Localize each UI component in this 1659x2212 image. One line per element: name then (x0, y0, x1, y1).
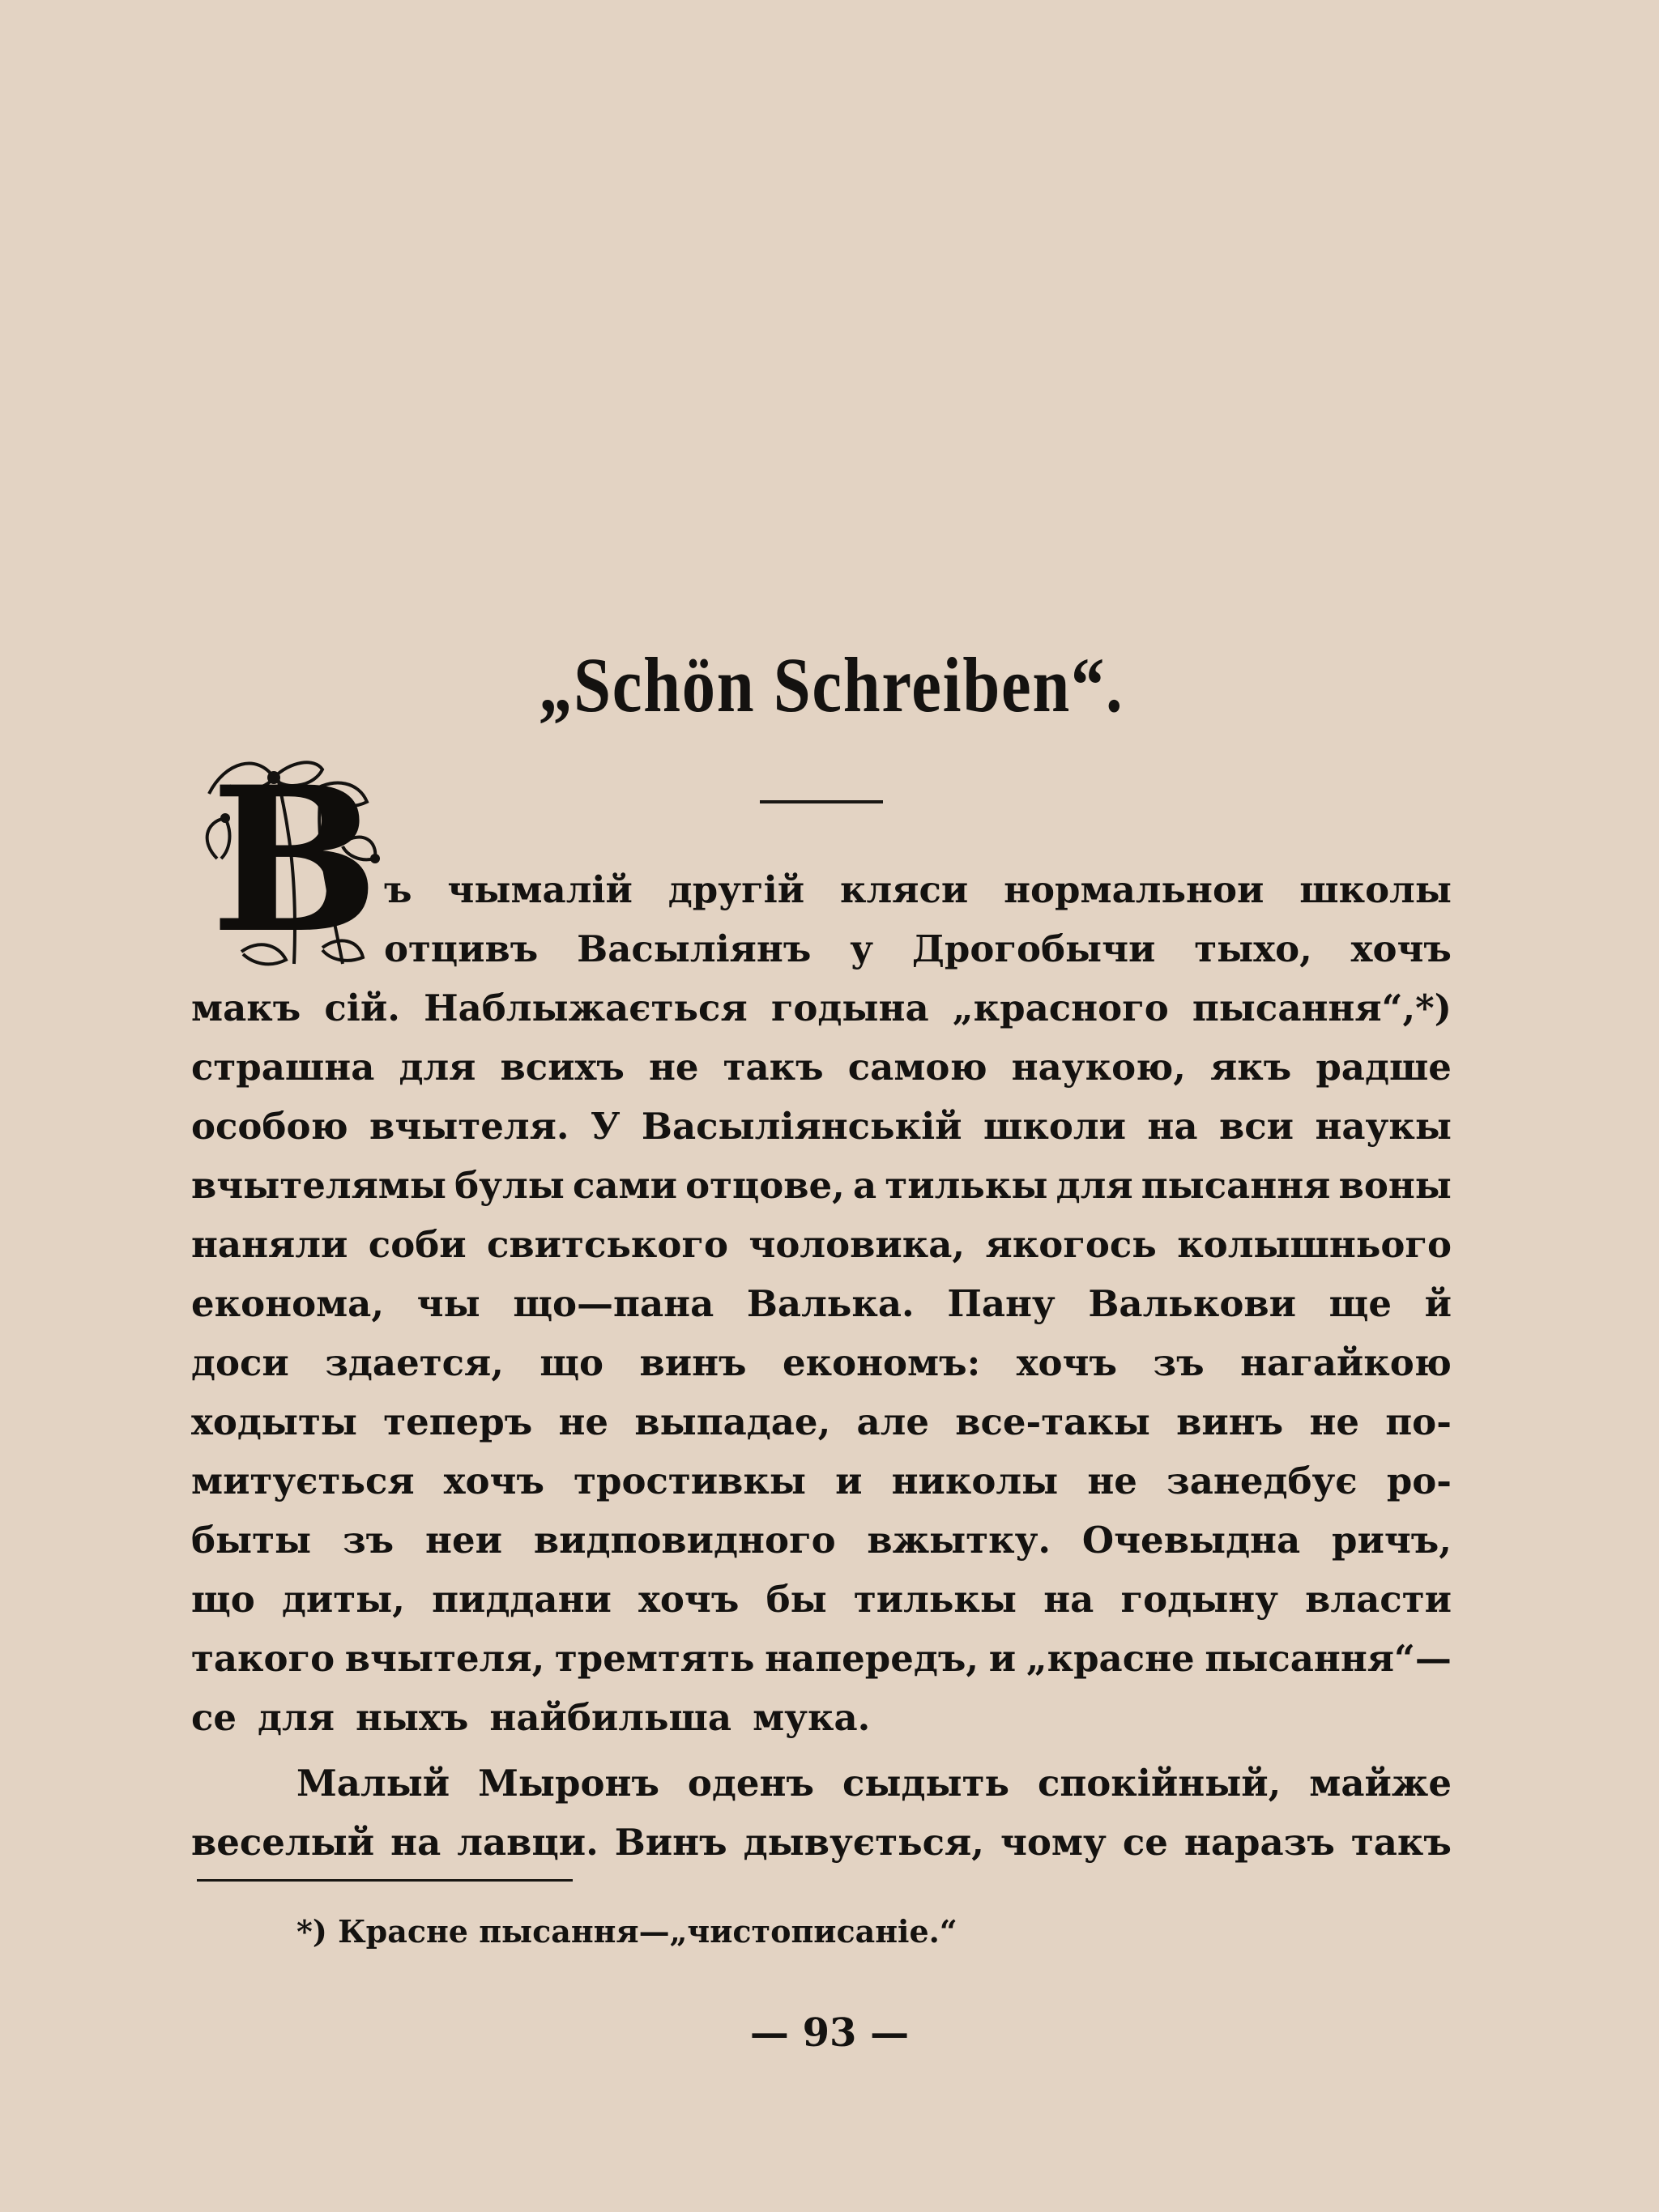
word: тилькы (853, 1578, 1017, 1621)
page-number: — 93 — (749, 2010, 910, 2056)
text-line (191, 1570, 1452, 1629)
word: власти (1305, 1578, 1452, 1621)
text-line (191, 919, 1452, 978)
word: не (558, 1400, 609, 1443)
word: Винъ (614, 1821, 727, 1864)
word: чы (416, 1282, 480, 1325)
text-line (191, 1813, 1452, 1872)
word: не (1087, 1460, 1137, 1502)
word: для (258, 1696, 335, 1739)
word: воны (1338, 1164, 1452, 1207)
word: наразъ (1183, 1821, 1335, 1864)
word: винъ (1176, 1400, 1284, 1443)
text-line (191, 1688, 1452, 1747)
word: занедбує (1166, 1460, 1358, 1502)
word: ныхъ (356, 1696, 469, 1739)
word: годыну (1120, 1578, 1278, 1621)
word: вчытеля. (369, 1105, 569, 1148)
text-line (191, 860, 1452, 919)
word: оденъ (687, 1762, 815, 1805)
word: такого (191, 1637, 335, 1680)
footnote-rule (197, 1879, 573, 1882)
word: диты, (281, 1578, 405, 1621)
word: якъ (1209, 1046, 1292, 1089)
word: отцивъ (384, 927, 539, 970)
word: на (1147, 1105, 1198, 1148)
word: у (850, 927, 874, 970)
drop-cap-letter: В (211, 744, 379, 978)
word: економъ: (782, 1341, 981, 1384)
text-line (191, 1097, 1452, 1156)
word: вси (1218, 1105, 1294, 1148)
word: выпадае, (634, 1400, 831, 1443)
word: хочъ (638, 1578, 740, 1621)
title-rule (760, 800, 883, 803)
word: вжытку. (867, 1519, 1051, 1562)
word: и (835, 1460, 863, 1502)
word: Очевыдна (1081, 1519, 1301, 1562)
word: школи (983, 1105, 1126, 1148)
word: сыдыть (842, 1762, 1009, 1805)
word: доси (191, 1341, 289, 1384)
text-line (191, 1629, 1452, 1688)
word: кляси (839, 868, 969, 911)
word: особою (191, 1105, 348, 1148)
word: такъ (1350, 1821, 1452, 1864)
body-text (191, 860, 1452, 1872)
word: видповидного (533, 1519, 836, 1562)
text-line (191, 1451, 1452, 1511)
word: пысання (1141, 1164, 1331, 1207)
word: наняли (191, 1223, 348, 1266)
word: хочъ (443, 1460, 545, 1502)
word: николы (891, 1460, 1059, 1502)
word: годына (770, 987, 929, 1029)
word: мука. (753, 1696, 871, 1739)
word: сій. (324, 987, 400, 1029)
word: на (390, 1821, 441, 1864)
word: наукою, (1011, 1046, 1186, 1089)
text-line (191, 978, 1452, 1038)
word: соби (368, 1223, 467, 1266)
word: макъ (191, 987, 301, 1029)
word: Наблыжається (424, 987, 748, 1029)
text-line (191, 1333, 1452, 1392)
word: теперъ (383, 1400, 533, 1443)
word: се (1122, 1821, 1168, 1864)
word: такъ (723, 1046, 824, 1089)
word: Васыліянъ (577, 927, 812, 970)
word: „красне (1026, 1637, 1195, 1680)
word: „красного (952, 987, 1169, 1029)
word: У (590, 1105, 621, 1148)
word: чымалій (447, 868, 633, 911)
word: свитського (487, 1223, 728, 1266)
word: винъ (639, 1341, 747, 1384)
word: пиддани (432, 1578, 612, 1621)
word: по- (1385, 1400, 1452, 1443)
word: колышнього (1177, 1223, 1452, 1266)
word: на (1043, 1578, 1094, 1621)
word: що (539, 1341, 604, 1384)
word: економа, (191, 1282, 385, 1325)
word: не (648, 1046, 699, 1089)
word: наукы (1315, 1105, 1452, 1148)
word: тыхо, (1194, 927, 1312, 970)
word: ще (1328, 1282, 1392, 1325)
word: отцове, (685, 1164, 845, 1207)
word: напередъ, (765, 1637, 979, 1680)
word: здается, (325, 1341, 504, 1384)
word: для (1056, 1164, 1133, 1207)
footnote: *) Красне пысання—„чистописаніе.“ (296, 1913, 957, 1950)
word: Пану (947, 1282, 1056, 1325)
text-line (191, 1156, 1452, 1215)
word: чоловика, (748, 1223, 966, 1266)
word: школы (1299, 868, 1452, 911)
text-line (191, 1754, 1452, 1813)
word: майже (1309, 1762, 1452, 1805)
chapter-title: „Schön Schreiben“. (539, 641, 1124, 728)
word: всихъ (500, 1046, 625, 1089)
text-line (191, 1392, 1452, 1451)
text-line (191, 1215, 1452, 1274)
word: зъ (1153, 1341, 1205, 1384)
word: нагайкою (1240, 1341, 1452, 1384)
text-line (191, 1038, 1452, 1097)
word: Васыліянській (641, 1105, 962, 1148)
word: що—пана (513, 1282, 714, 1325)
word: а (853, 1164, 877, 1207)
word: Дрогобычи (911, 927, 1156, 970)
word: Малый (296, 1762, 450, 1805)
word: нормальнои (1004, 868, 1265, 911)
word: спокійный, (1037, 1762, 1282, 1805)
word: ричъ, (1331, 1519, 1452, 1562)
word: Мыронъ (478, 1762, 659, 1805)
word: вчытеля, (344, 1637, 545, 1680)
word: Валька. (746, 1282, 915, 1325)
word: самою (847, 1046, 987, 1089)
word: сами (572, 1164, 677, 1207)
word: що (191, 1578, 255, 1621)
word: радше (1316, 1046, 1452, 1089)
word: не (1309, 1400, 1360, 1443)
word: пысання“,*) (1192, 987, 1452, 1029)
word: другій (667, 868, 805, 911)
word: зъ (342, 1519, 394, 1562)
word: страшна (191, 1046, 375, 1089)
word: ъ (384, 868, 412, 911)
word: для (399, 1046, 476, 1089)
word: все-такы (955, 1400, 1150, 1443)
word: хочъ (1016, 1341, 1117, 1384)
word: се (191, 1696, 237, 1739)
word: хочъ (1350, 927, 1452, 970)
word: тростивкы (574, 1460, 807, 1502)
word: быты (191, 1519, 312, 1562)
word: дывується, (743, 1821, 984, 1864)
text-line (191, 1274, 1452, 1333)
word: найбильша (489, 1696, 732, 1739)
word: лавци. (457, 1821, 599, 1864)
word: тремтять (554, 1637, 755, 1680)
word: але (856, 1400, 929, 1443)
word: Валькови (1088, 1282, 1296, 1325)
word: митується (191, 1460, 415, 1502)
word: пысання“— (1205, 1637, 1452, 1680)
word: якогось (985, 1223, 1157, 1266)
word: тилькы (885, 1164, 1048, 1207)
word: чому (1000, 1821, 1107, 1864)
word: и (988, 1637, 1017, 1680)
word: вчытелямы (191, 1164, 446, 1207)
word: й (1424, 1282, 1452, 1325)
word: неи (425, 1519, 502, 1562)
word: бы (766, 1578, 827, 1621)
text-line (191, 1511, 1452, 1570)
word: ходыты (191, 1400, 357, 1443)
word: ро- (1386, 1460, 1452, 1502)
word: булы (454, 1164, 565, 1207)
word: веселый (191, 1821, 375, 1864)
